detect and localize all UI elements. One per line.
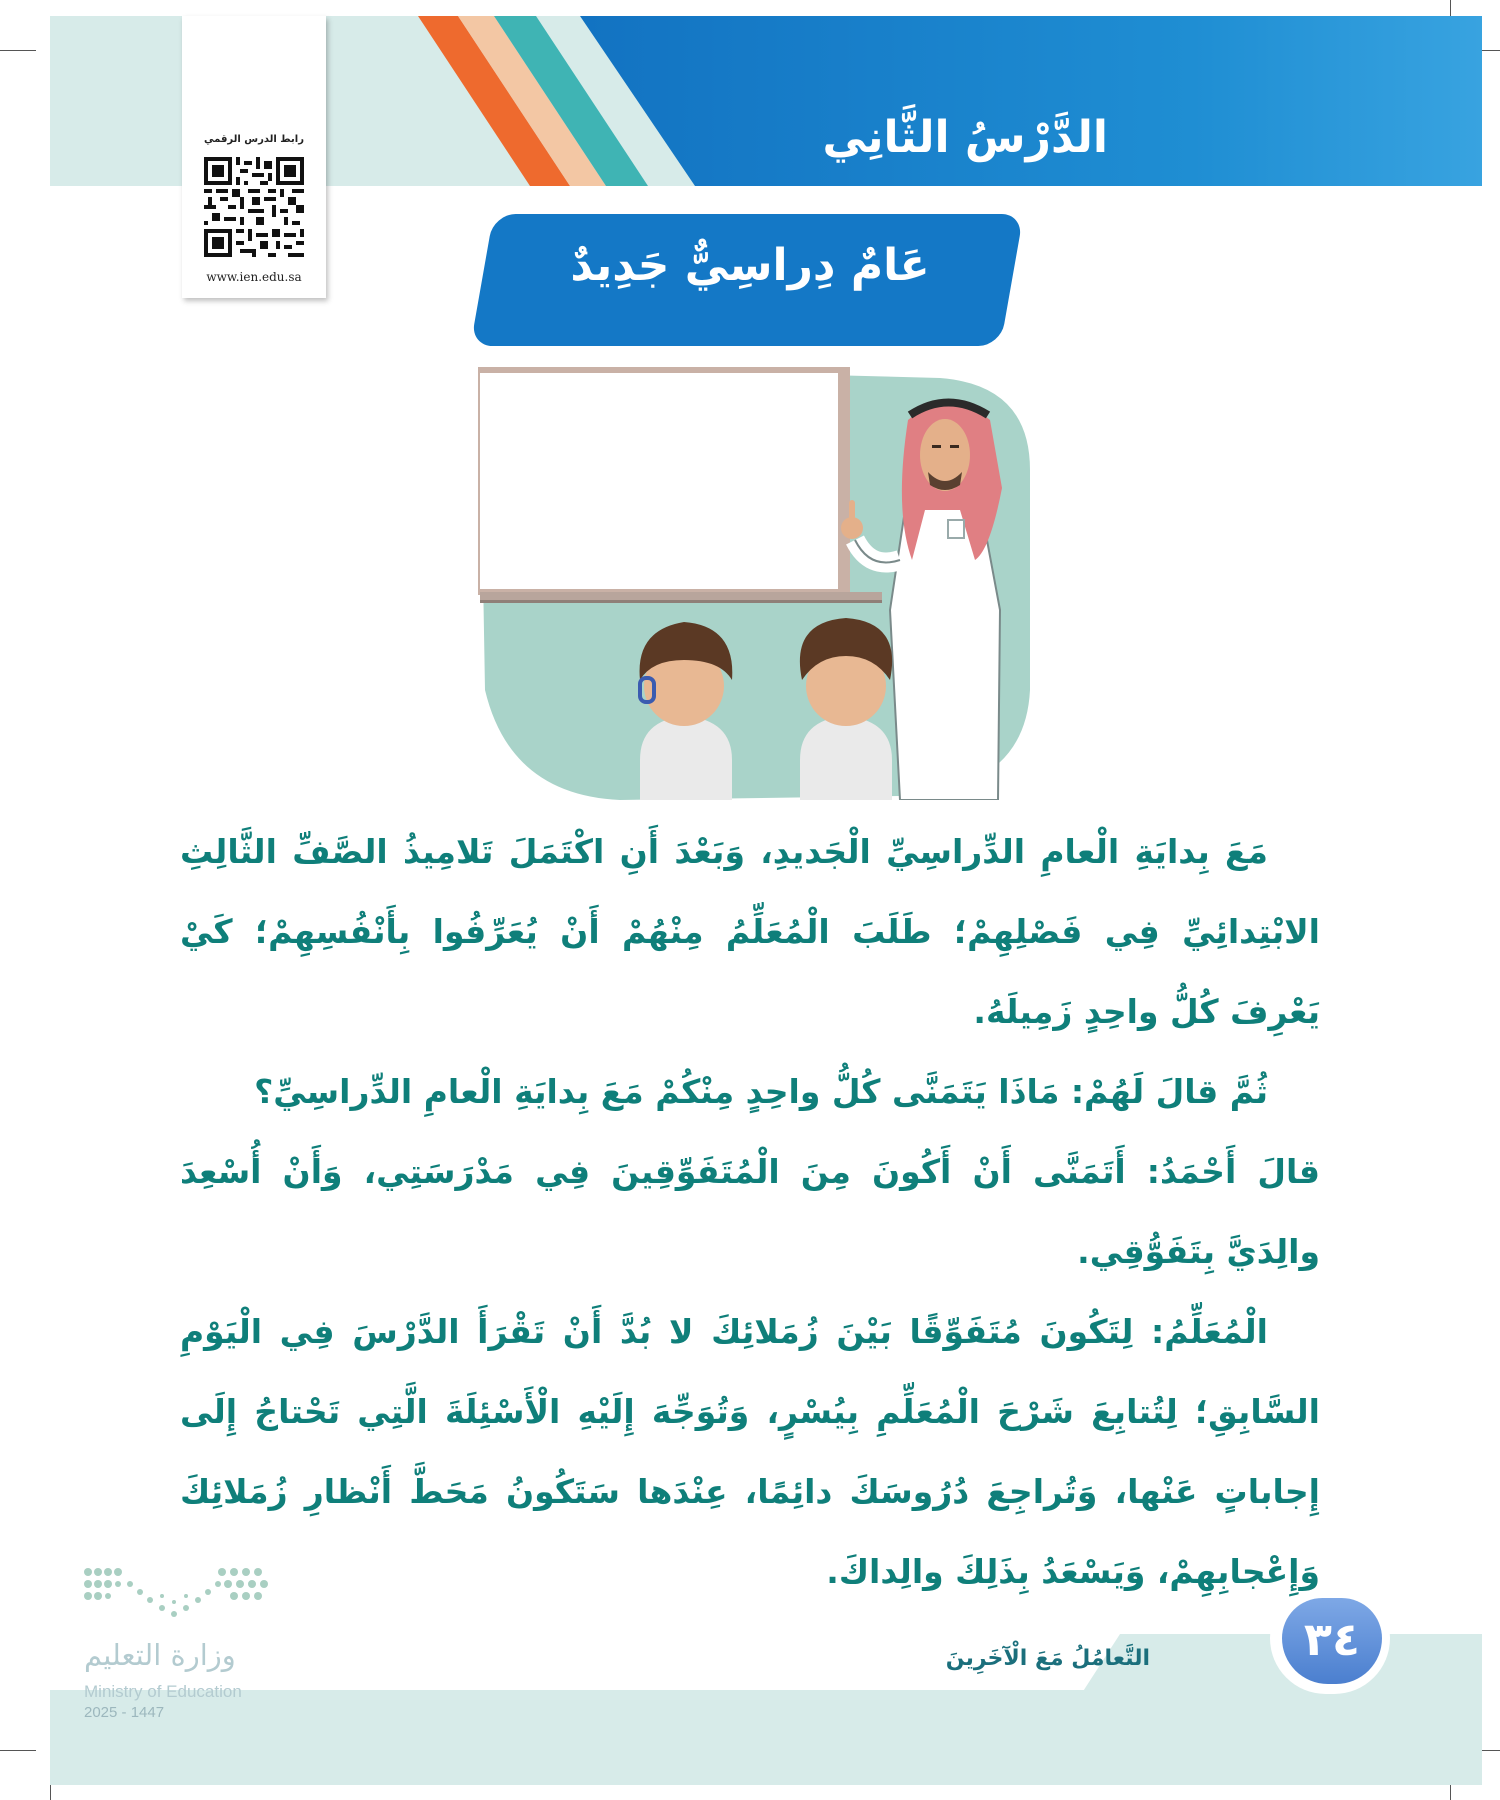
story-paragraph: قالَ أَحْمَدُ: أَتَمَنَّى أَنْ أَكُونَ مِنَ الْمُتَفَوِّقِينَ فِي مَدْرَسَتِي، وَأَنْ أُسْعِدَ والِدَيَّ بِتَفَوُّقِي. <box>180 1152 1320 1271</box>
story-text <box>180 812 1320 1612</box>
page-number: ٣٤ <box>1282 1598 1382 1684</box>
qr-url[interactable]: www.ien.edu.sa <box>206 270 302 284</box>
student-right <box>800 618 892 800</box>
whiteboard-ledge <box>480 592 882 601</box>
crop-mark <box>0 1750 36 1751</box>
qr-caption: رابط الدرس الرقمي <box>204 134 304 145</box>
edition-year: 2025 - 1447 <box>84 1704 165 1721</box>
lesson-title: عَامٌ دِراسِيٌّ جَدِيدٌ <box>570 240 930 291</box>
ministry-name-english: Ministry of Education <box>84 1682 242 1701</box>
story-paragraph: ثُمَّ قالَ لَهُمْ: مَاذَا يَتَمَنَّى كُلُّ واحِدٍ مِنْكُمْ مَعَ بِدايَةِ الْعامِ الدِّراسِيِّ؟ <box>254 1072 1268 1111</box>
unit-title: التَّعامُلُ مَعَ الْآخَرِينَ <box>945 1646 1150 1671</box>
story-paragraph: مَعَ بِدايَةِ الْعامِ الدِّراسِيِّ الْجَديدِ، وَبَعْدَ أَنِ اكْتَمَلَ تَلامِيذُ الصَّفِّ الثَّالِثِ الابْتِدائِيِّ فِي فَصْلِهِمْ؛ طَلَبَ الْمُعَلِّمُ مِنْهُمْ أَنْ يُعَرِّفُوا بِأَنْفُسِهِمْ؛ كَيْ يَعْرِفَ كُلُّ واحِدٍ زَمِيلَهُ. <box>180 832 1320 1031</box>
footer-band <box>50 1690 1482 1785</box>
lesson-number: الدَّرْسُ الثَّانِي <box>822 112 1108 163</box>
classroom-illustration <box>470 360 1040 800</box>
whiteboard <box>480 373 838 589</box>
qr-card[interactable] <box>182 16 326 298</box>
crop-mark <box>0 50 36 51</box>
ministry-logo-icon <box>82 1564 272 1626</box>
qr-code-icon[interactable] <box>204 156 304 258</box>
story-paragraph: الْمُعَلِّمُ: لِتَكُونَ مُتَفَوِّقًا بَيْنَ زُمَلائِكَ لا بُدَّ أَنْ تَقْرَأَ الدَّرْسَ فِي الْيَوْمِ السَّابِقِ؛ لِتُتابِعَ شَرْحَ الْمُعَلِّمِ بِيُسْرٍ، وَتُوَجِّهَ إِلَيْهِ الْأَسْئِلَةَ الَّتِي تَحْتاجُ إِلَى إِجاباتٍ عَنْها، وَتُراجِعَ دُرُوسَكَ دائِمًا، عِنْدَها سَتَكُونُ مَحَطَّ أَنْظارِ زُمَلائِكَ وَإِعْجابِهِمْ، وَيَسْعَدُ بِذَلِكَ والِداكَ. <box>180 1312 1320 1591</box>
ministry-name-arabic: وزارة التعليم <box>84 1638 236 1672</box>
